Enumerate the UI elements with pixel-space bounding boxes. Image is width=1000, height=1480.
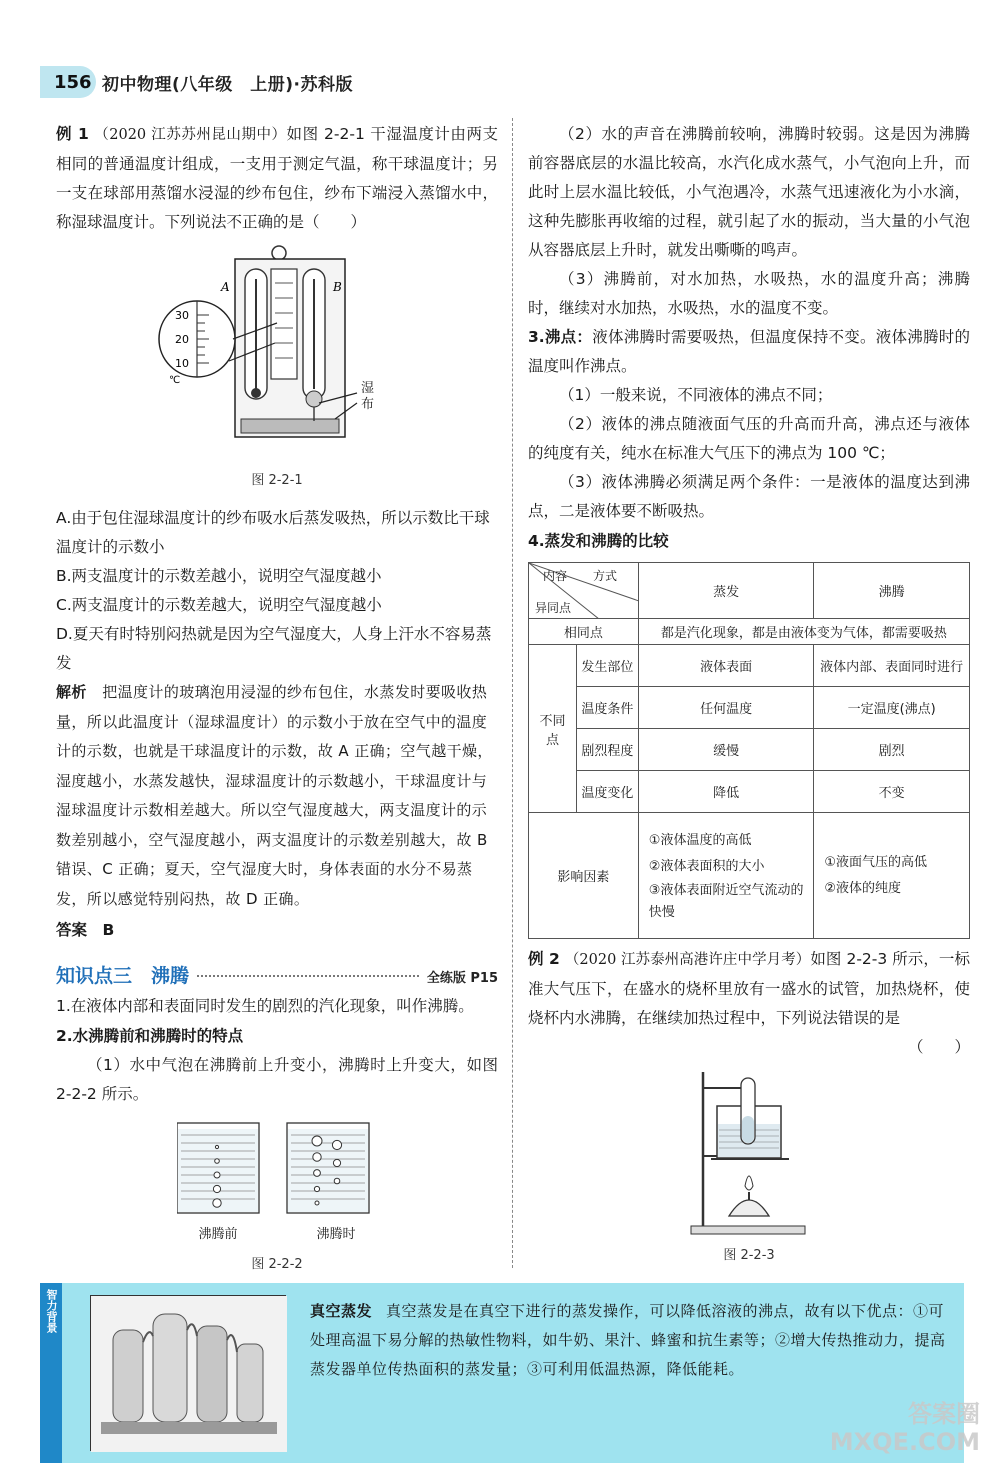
figure-2-2-2 (177, 1119, 377, 1247)
factor-boil-2: ②液体的纯度 (824, 880, 901, 896)
sound-paragraph: （2）水的声音在沸腾前较响，沸腾时较弱。这是因为沸腾前容器底层的水温比较高，水汽化成水蒸气，小气泡向上升，而此时上层水温比较低，小气泡遇冷，水蒸气迅速液化为小水滴，这种先膨胀再收缩的过程，就引起了水的振动，当大量的小气泡从容器底层上升时，就发出嘶嘶的鸣声。 (528, 125, 970, 259)
factor-evap-1: ①液体温度的高低 (648, 832, 752, 848)
scale-unit: ℃ (169, 375, 181, 386)
vacuum-evaporator-photo (90, 1295, 286, 1451)
boiling-definition: 1.在液体内部和表面同时发生的剧烈的汽化现象，叫作沸腾。 (56, 997, 474, 1015)
corner-cell (529, 563, 639, 619)
row-evap: 降低 (638, 771, 814, 813)
boiling-point-definition (528, 323, 970, 381)
bubbles-paragraph: （1）水中气泡在沸腾前上升变小，沸腾时上升变大，如图 2-2-2 所示。 (56, 1056, 498, 1103)
header-boiling: 沸腾 (814, 563, 970, 619)
analysis (56, 678, 498, 914)
same-text: 都是汽化现象，都是由液体变为气体，都需要吸热 (638, 619, 969, 645)
page-number: 156 (40, 66, 96, 98)
wet-cloth-label: 湿布 (361, 381, 375, 412)
factor-boiling (814, 813, 970, 939)
banner-text (310, 1297, 946, 1384)
boiling-point-note-1: （1）一般来说，不同液体的沸点不同； (559, 386, 833, 404)
example-2-label: 例 2 (528, 950, 560, 968)
answer-value: B (102, 921, 115, 939)
row-key: 温度变化 (576, 771, 638, 813)
figure-2-2-1 (157, 243, 397, 463)
scale-10: 10 (175, 357, 189, 370)
row-boil: 不变 (814, 771, 970, 813)
evaporator-illustration (91, 1296, 287, 1452)
corner-method-label: 方式 (593, 569, 618, 583)
heating-apparatus-illustration (689, 1066, 809, 1238)
row-key: 剧烈程度 (576, 729, 638, 771)
label-before-boiling: 沸腾前 (198, 1227, 238, 1242)
factor-evap-3: ③液体表面附近空气流动的快慢 (648, 882, 804, 920)
left-column (56, 120, 498, 1272)
analysis-text: 把温度计的玻璃泡用浸湿的纱布包住，水蒸发时要吸收热量，所以此温度计（湿球温度计）的示数小于放在空气中的温度计的示数，也就是干球温度计的示数，故 A 正确；空气越干燥，湿度越小，水蒸发越快，湿球温度计的示数越小，干球温度计与湿球温度计示数相差越大。所以空气湿度越大，两支温度计的示数差别越小，空气湿度越小，两支温度计的示数差别越大，故 B 错误、C 正确；夏天，空气湿度大时，身体表面的水分不易蒸发，所以感觉特别闷热，故 D 正确。 (56, 683, 493, 908)
option-d: D.夏天有时特别闷热就是因为空气湿度大，人身上汗水不容易蒸发 (56, 625, 492, 672)
right-column (528, 120, 970, 1263)
option-c: C.两支温度计的示数差越大，说明空气湿度越小 (56, 596, 382, 614)
comparison-table (528, 562, 970, 939)
banner-body: 真空蒸发是在真空下进行的蒸发操作，可以降低溶液的沸点，故有以下优点：①可处理高温下易分解的热敏性物料，如牛奶、果汁、蜂蜜和抗生素等；②增大传热推动力，提高蒸发器单位传热面积的蒸发量；③可利用低温热源，降低能耗。 (310, 1302, 946, 1378)
answer-label: 答案 (56, 921, 88, 939)
section-3-heading: 3.沸点： (528, 328, 593, 346)
example-2 (528, 945, 970, 1033)
hygrometer-illustration (157, 243, 397, 463)
analysis-label: 解析 (56, 683, 87, 701)
label-during-boiling: 沸腾时 (316, 1227, 356, 1242)
page-header (40, 66, 353, 98)
boiling-point-note-3: （3）液体沸腾必须满足两个条件：一是液体的温度达到沸点，二是液体要不断吸热。 (528, 473, 970, 520)
example-2-paren: （ ） (907, 1038, 970, 1056)
heat-paragraph: （3）沸腾前，对水加热，水吸热，水的温度升高；沸腾时，继续对水加热，水吸热，水的温度不变。 (528, 270, 970, 317)
factor-evap-2: ②液体表面积的大小 (648, 858, 765, 874)
knowledge-point-title: 知识点三 沸腾 (56, 965, 190, 987)
label-b: B (333, 280, 342, 294)
row-evap: 液体表面 (638, 645, 814, 687)
example-1-label: 例 1 (56, 125, 89, 143)
beaker-labels (177, 1223, 377, 1242)
answer-line (56, 916, 498, 945)
banner-side-label: 智力背景 (40, 1283, 62, 1463)
example-2-text: 如图 2-2-3 所示，一标准大气压下，在盛水的烧杯里放有一盛水的试管，加热烧杯，使烧杯内水沸腾，在继续加热过程中，下列说法错误的是 (528, 950, 970, 1027)
options-list (56, 504, 498, 678)
section-3-text: 液体沸腾时需要吸热，但温度保持不变。液体沸腾时的温度叫作沸点。 (528, 328, 970, 375)
row-key: 温度条件 (576, 687, 638, 729)
knowledge-point-header (56, 961, 498, 988)
diff-label: 不同点 (529, 645, 577, 813)
option-b: B.两支温度计的示数差越小，说明空气湿度越小 (56, 567, 382, 585)
watermark-line-1: 答案圈 (908, 1400, 980, 1428)
figure-2-2-3 (689, 1066, 809, 1238)
book-title: 初中物理(八年级 上册)·苏科版 (102, 74, 353, 95)
figure-2-2-1-caption: 图 2-2-1 (251, 473, 303, 488)
factor-label: 影响因素 (529, 813, 639, 939)
answer-paren: （ ） (304, 213, 367, 231)
section-2-heading: 2.水沸腾前和沸腾时的特点 (56, 1027, 244, 1045)
watermark (800, 1400, 980, 1470)
label-a: A (221, 280, 230, 294)
column-divider (512, 118, 513, 1268)
row-key: 发生部位 (576, 645, 638, 687)
factor-boil-1: ①液面气压的高低 (824, 854, 927, 870)
section-4-heading: 4.蒸发和沸腾的比较 (528, 532, 669, 550)
header-evaporation: 蒸发 (638, 563, 814, 619)
figure-2-2-3-caption: 图 2-2-3 (723, 1248, 775, 1263)
watermark-line-2: MXQE.COM (829, 1428, 980, 1456)
example-2-source: （2020 江苏泰州高港许庄中学月考） (564, 952, 811, 968)
row-evap: 任何温度 (638, 687, 814, 729)
row-boil: 剧烈 (814, 729, 970, 771)
dotted-leader (197, 975, 419, 977)
practice-reference: 全练版 P15 (426, 971, 498, 986)
figure-2-2-2-caption: 图 2-2-2 (251, 1257, 303, 1272)
bubble-beakers-illustration (177, 1119, 377, 1215)
same-label: 相同点 (529, 619, 639, 645)
corner-diff-label: 异同点 (535, 601, 572, 615)
scale-20: 20 (175, 333, 189, 346)
option-a: A.由于包住湿球温度计的纱布吸水后蒸发吸热，所以示数比干球温度计的示数小 (56, 509, 490, 556)
row-evap: 缓慢 (638, 729, 814, 771)
scale-30: 30 (175, 309, 189, 322)
factor-evaporation (638, 813, 814, 939)
example-1 (56, 120, 498, 237)
boiling-point-note-2: （2）液体的沸点随液面气压的升高而升高，沸点还与液体的纯度有关，纯水在标准大气压下的沸点为 100 ℃； (528, 415, 970, 462)
row-boil: 液体内部、表面同时进行 (814, 645, 970, 687)
example-1-source: （2020 江苏苏州昆山期中） (94, 127, 287, 143)
row-boil: 一定温度(沸点) (814, 687, 970, 729)
corner-content-label: 内容 (543, 569, 568, 583)
example-1-text: 如图 2-2-1 干湿温度计由两支相同的普通温度计组成，一支用于测定气温，称干球温度计；另一支在球部用蒸馏水浸湿的纱布包住，纱布下端浸入蒸馏水中，称湿球温度计。下列说法不正确的是 (56, 125, 498, 231)
banner-title: 真空蒸发 (310, 1302, 373, 1320)
